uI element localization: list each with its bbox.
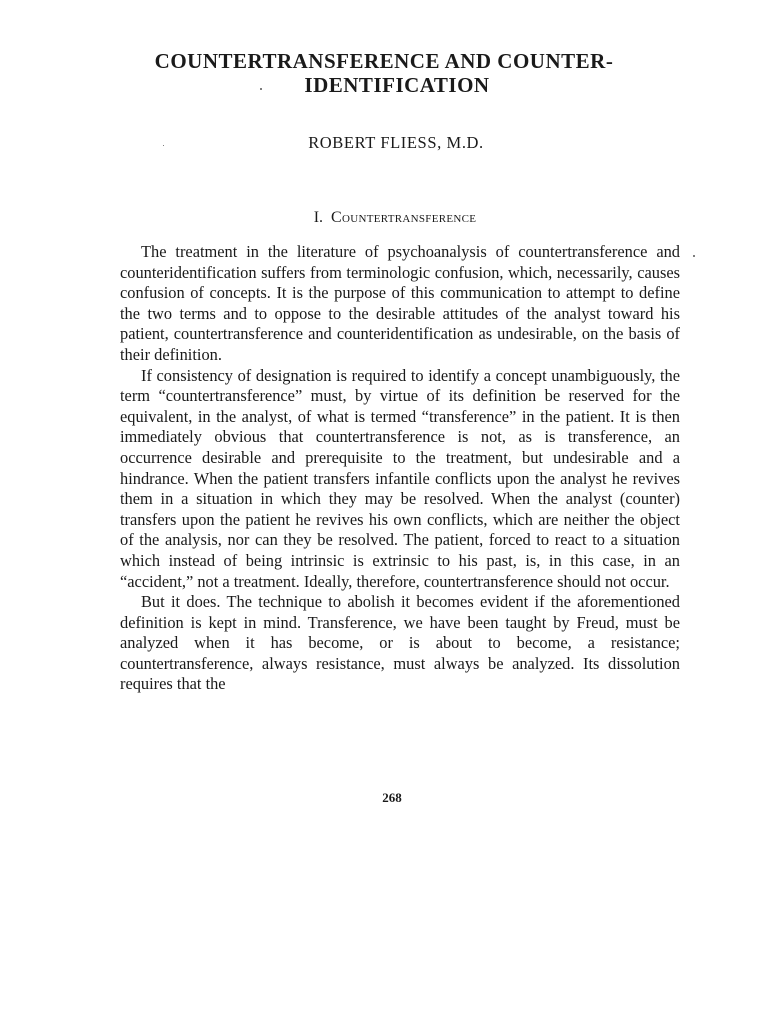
paragraph: The treatment in the literature of psychoanalysis of countertransference and counteridentification suffers from terminologic confusion, which, necessarily, causes confusion of concepts. It is the purpose of this communication to attempt to define the two terms and to oppose to the desirable attitudes of the analyst toward his patient, countertransference and counteridentification as undesirable, on the basis of their definition. — [120, 242, 680, 364]
article-title-line-1: COUNTERTRANSFERENCE AND COUNTER- — [154, 49, 614, 73]
paragraph: If consistency of designation is required to identify a concept unambiguously, the term “countertransference” must, by virtue of its definition be reserved for the equivalent, in the analyst, of what is termed “transference” in the patient. It is then immediately obvious that countertransference is not, as is transference, an occurrence desirable and prerequisite to the treatment, but undesirable and a hindrance. When the patient transfers infantile conflicts upon the analyst he revives them in a situation in which they may be resolved. When the analyst (counter) transfers upon the patient he revives his own conflicts, which are neither the object of the analysis, nor can they be resolved. The patient, forced to react to a situation which instead of being intrinsic is extrinsic to his past, is, in this case, in an “accident,” not a treatment. Ideally, therefore, countertransference should not occur. — [120, 365, 680, 591]
author-name: ROBERT FLIESS, M.D. — [308, 133, 484, 152]
paragraph: But it does. The technique to abolish it becomes evident if the aforementioned definition is kept in mind. Transference, we have been taught by Freud, must be analyzed when it has become, or is about to become, a resistance; countertransference, always resistance, must always be analyzed. Its dissolution requires that the — [120, 592, 680, 694]
body-text — [120, 242, 680, 695]
scan-speck — [260, 88, 262, 90]
scan-speck — [163, 145, 164, 146]
page-number: 268 — [382, 790, 402, 805]
article-title-line-2: IDENTIFICATION — [304, 73, 490, 97]
section-title: Countertransference — [331, 209, 477, 226]
section-number: I. — [313, 209, 324, 226]
section-heading — [0, 209, 768, 227]
scan-speck — [693, 255, 695, 257]
